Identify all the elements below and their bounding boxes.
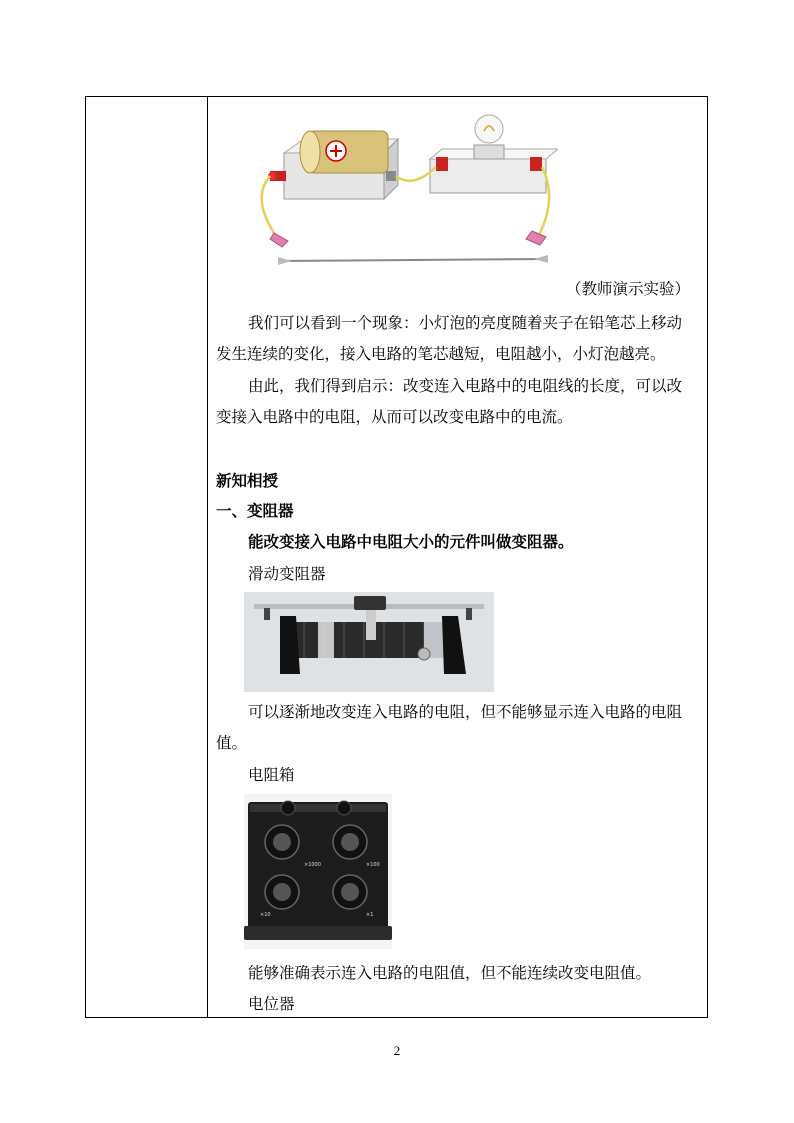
sliding-rheostat-desc-line1: 可以逐渐地改变连入电路的电阻，但不能够显示连入电路的电阻 <box>248 703 683 721</box>
paragraph-observation-line2: 发生连续的变化，接入电路的笔芯越短，电阻越小，小灯泡越亮。 <box>216 345 666 363</box>
panel-label-100: ×100 <box>366 862 380 868</box>
section-heading: 新知相授 <box>216 471 279 490</box>
potentiometer-label: 电位器 <box>248 995 295 1013</box>
section-subheading: 一、变阻器 <box>216 501 294 520</box>
circuit-experiment-figure <box>248 109 558 269</box>
paragraph-inspiration-line1: 由此，我们得到启示：改变连入电路中的电阻线的长度，可以改 <box>248 377 683 395</box>
resistance-box-desc: 能够准确表示连入电路的电阻值，但不能连续改变电阻值。 <box>248 964 652 982</box>
content-cell <box>208 97 707 1017</box>
sliding-rheostat-desc-line2: 值。 <box>216 734 248 752</box>
panel-label-1: ×1 <box>366 912 374 918</box>
panel-label-1000: ×1000 <box>304 862 321 868</box>
lesson-table <box>85 96 708 1018</box>
page-number: 2 <box>393 1043 401 1058</box>
resistance-box-label: 电阻箱 <box>248 766 295 784</box>
paragraph-observation-line1: 我们可以看到一个现象：小灯泡的亮度随着夹子在铅笔芯上移动 <box>248 314 683 332</box>
panel-label-10: ×10 <box>260 912 271 918</box>
paragraph-inspiration-line2: 变接入电路中的电阻，从而可以改变电路中的电流。 <box>216 408 573 426</box>
sliding-rheostat-label: 滑动变阻器 <box>248 565 326 583</box>
resistance-box-image <box>244 794 392 949</box>
sliding-rheostat-image <box>244 592 494 692</box>
definition-text: 能改变接入电路中电阻大小的元件叫做变阻器。 <box>248 532 574 551</box>
experiment-caption: （教师演示实验） <box>566 280 691 298</box>
